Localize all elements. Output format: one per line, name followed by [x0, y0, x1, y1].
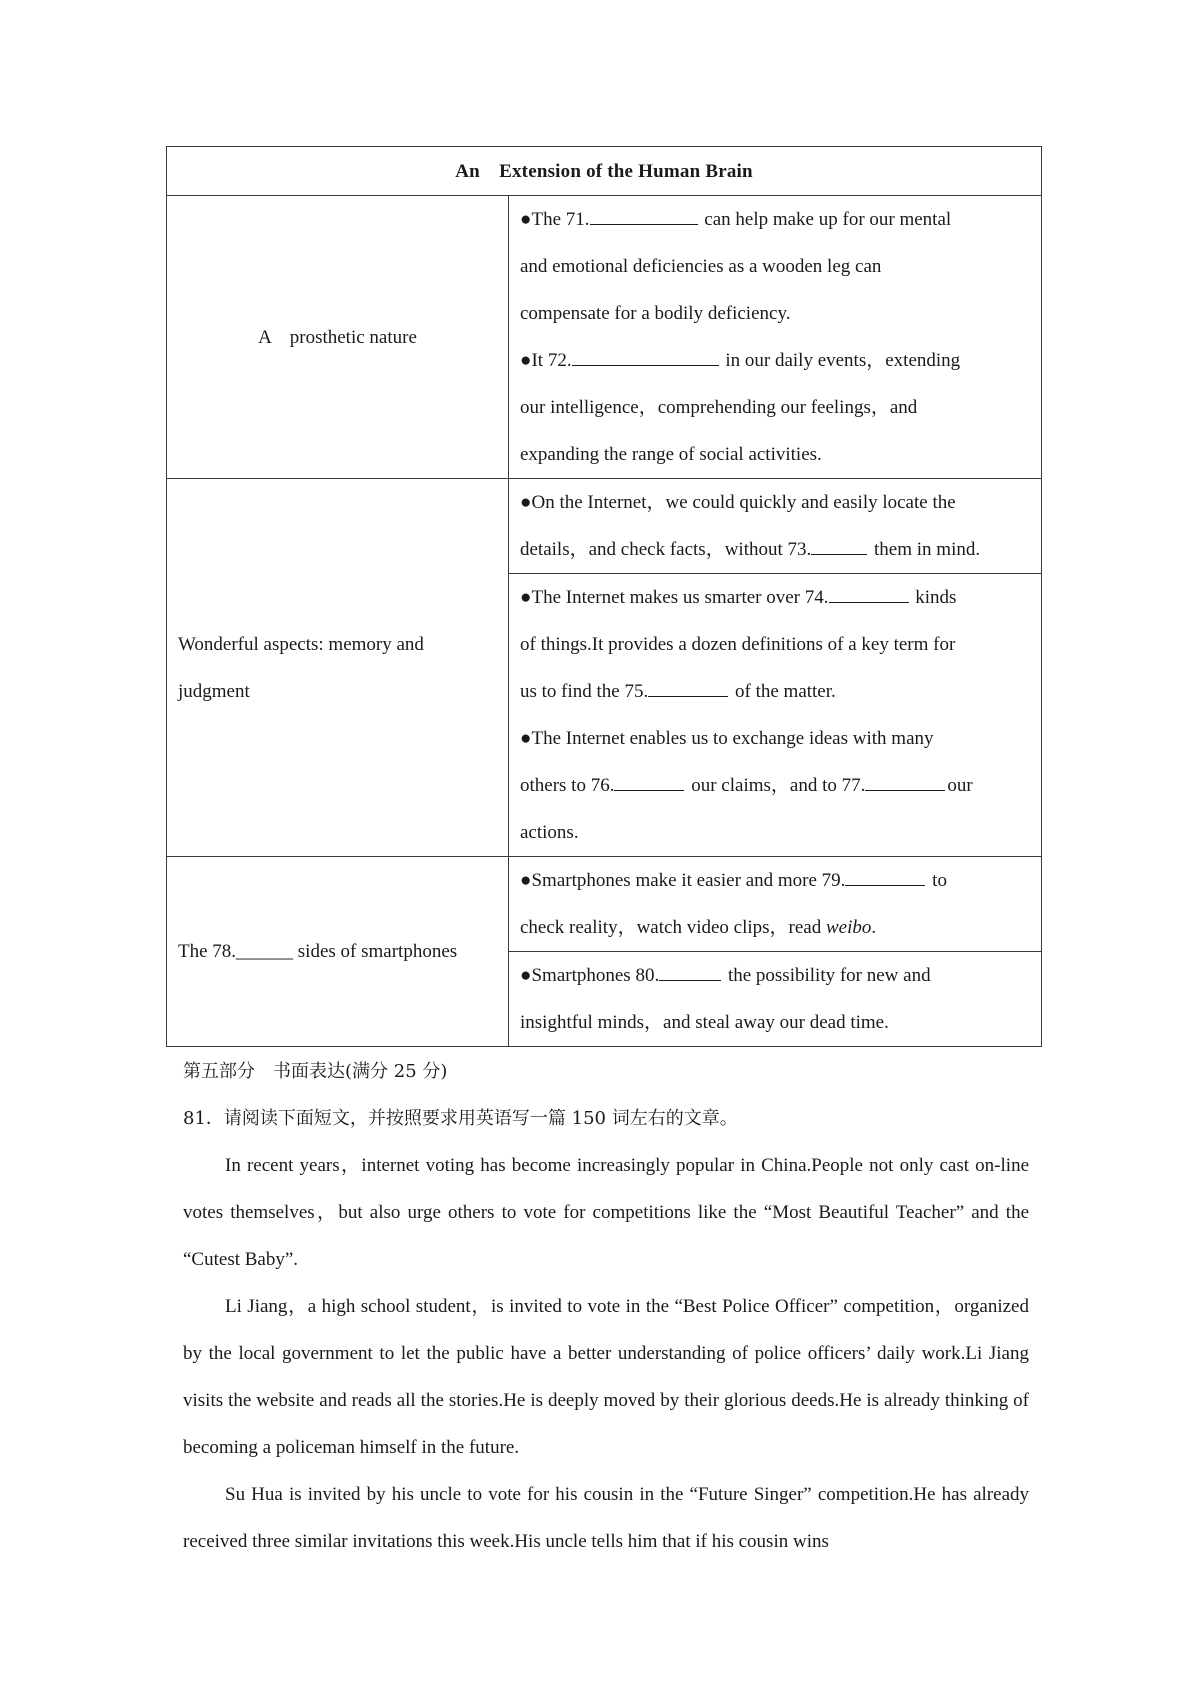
detail-cell [509, 952, 1042, 1047]
section-heading: 第五部分 书面表达(满分 25 分) [183, 1061, 448, 1082]
answer-blank-73 [811, 534, 867, 555]
detail-text: of the matter. [730, 681, 836, 702]
detail-text: ●The 71. [520, 209, 590, 230]
detail-text: actions. [520, 822, 579, 843]
detail-text: insightful minds，and steal away our dead time. [520, 1012, 889, 1033]
detail-cell [509, 857, 1042, 952]
topic-cell: A prosthetic nature [167, 196, 509, 479]
detail-text: our [947, 775, 973, 796]
detail-text: of things.It provides a dozen definitions of a key term for [520, 634, 956, 655]
detail-text: ●Smartphones make it easier and more 79. [520, 870, 846, 891]
passage-paragraph: In recent years，internet voting has become increasingly popular in China.People not only cast on-line votes themselves，but also urge others to vote for competitions like the “Most Beautiful Teacher” and the “Cutest Baby”. [183, 1155, 1029, 1270]
topic-cell: The 78.______ sides of smartphones [167, 857, 509, 1047]
answer-blank-76 [614, 770, 684, 791]
detail-cell [509, 574, 1042, 857]
answer-blank-74 [829, 582, 909, 603]
table-title: An Extension of the Human Brain [167, 147, 1042, 196]
detail-cell [509, 196, 1042, 479]
answer-blank-77 [865, 770, 945, 791]
detail-text: us to find the 75. [520, 681, 649, 702]
passage [183, 1142, 1029, 1565]
detail-text: can help make up for our mental [699, 209, 952, 230]
detail-text: the possibility for new and [723, 965, 931, 986]
topic-cell: Wonderful aspects: memory and judgment [167, 479, 509, 857]
detail-text: and emotional deficiencies as a wooden leg can [520, 256, 882, 277]
detail-text: our claims，and to 77. [686, 775, 866, 796]
answer-blank-71 [590, 204, 698, 225]
detail-text: ●Smartphones 80. [520, 965, 660, 986]
writing-task-instruction: 81．请阅读下面短文，并按照要求用英语写一篇 150 词左右的文章。 [183, 1108, 738, 1129]
answer-blank-72 [572, 345, 719, 366]
detail-text: compensate for a bodily deficiency. [520, 303, 791, 324]
detail-text: ●On the Internet，we could quickly and easily locate the [520, 492, 956, 513]
table-row [167, 857, 1042, 952]
passage-paragraph: Li Jiang，a high school student，is invited to vote in the “Best Police Officer” competition，organized by the local government to let the public have a better understanding of police officers’ daily work.Li Jiang visits the website and reads all the stories.He is deeply moved by their glorious deeds.He is already thinking of becoming a policeman himself in the future. [183, 1296, 1029, 1458]
detail-text: them in mind. [869, 539, 981, 560]
detail-text: to [927, 870, 947, 891]
detail-text: others to 76. [520, 775, 615, 796]
detail-text: check reality，watch video clips，read weibo. [520, 917, 877, 938]
answer-blank-75 [648, 676, 728, 697]
detail-text: in our daily events，extending [720, 350, 961, 371]
passage-paragraph: Su Hua is invited by his uncle to vote for his cousin in the “Future Singer” competition.He has already received three similar invitations this week.His uncle tells him that if his cousin wins [183, 1484, 1029, 1552]
detail-text: expanding the range of social activities. [520, 444, 822, 465]
outline-table [166, 146, 1042, 1047]
detail-text: ●The Internet makes us smarter over 74. [520, 587, 829, 608]
table-row [167, 196, 1042, 479]
answer-blank-79 [845, 865, 925, 886]
detail-text: ●The Internet enables us to exchange ideas with many [520, 728, 934, 749]
table-row [167, 479, 1042, 574]
detail-text: details，and check facts，without 73. [520, 539, 812, 560]
detail-text: ●It 72. [520, 350, 572, 371]
answer-blank-80 [659, 960, 721, 981]
detail-cell [509, 479, 1042, 574]
italic-term: weibo [826, 917, 872, 938]
detail-text: our intelligence，comprehending our feelings，and [520, 397, 918, 418]
detail-text: kinds [910, 587, 957, 608]
